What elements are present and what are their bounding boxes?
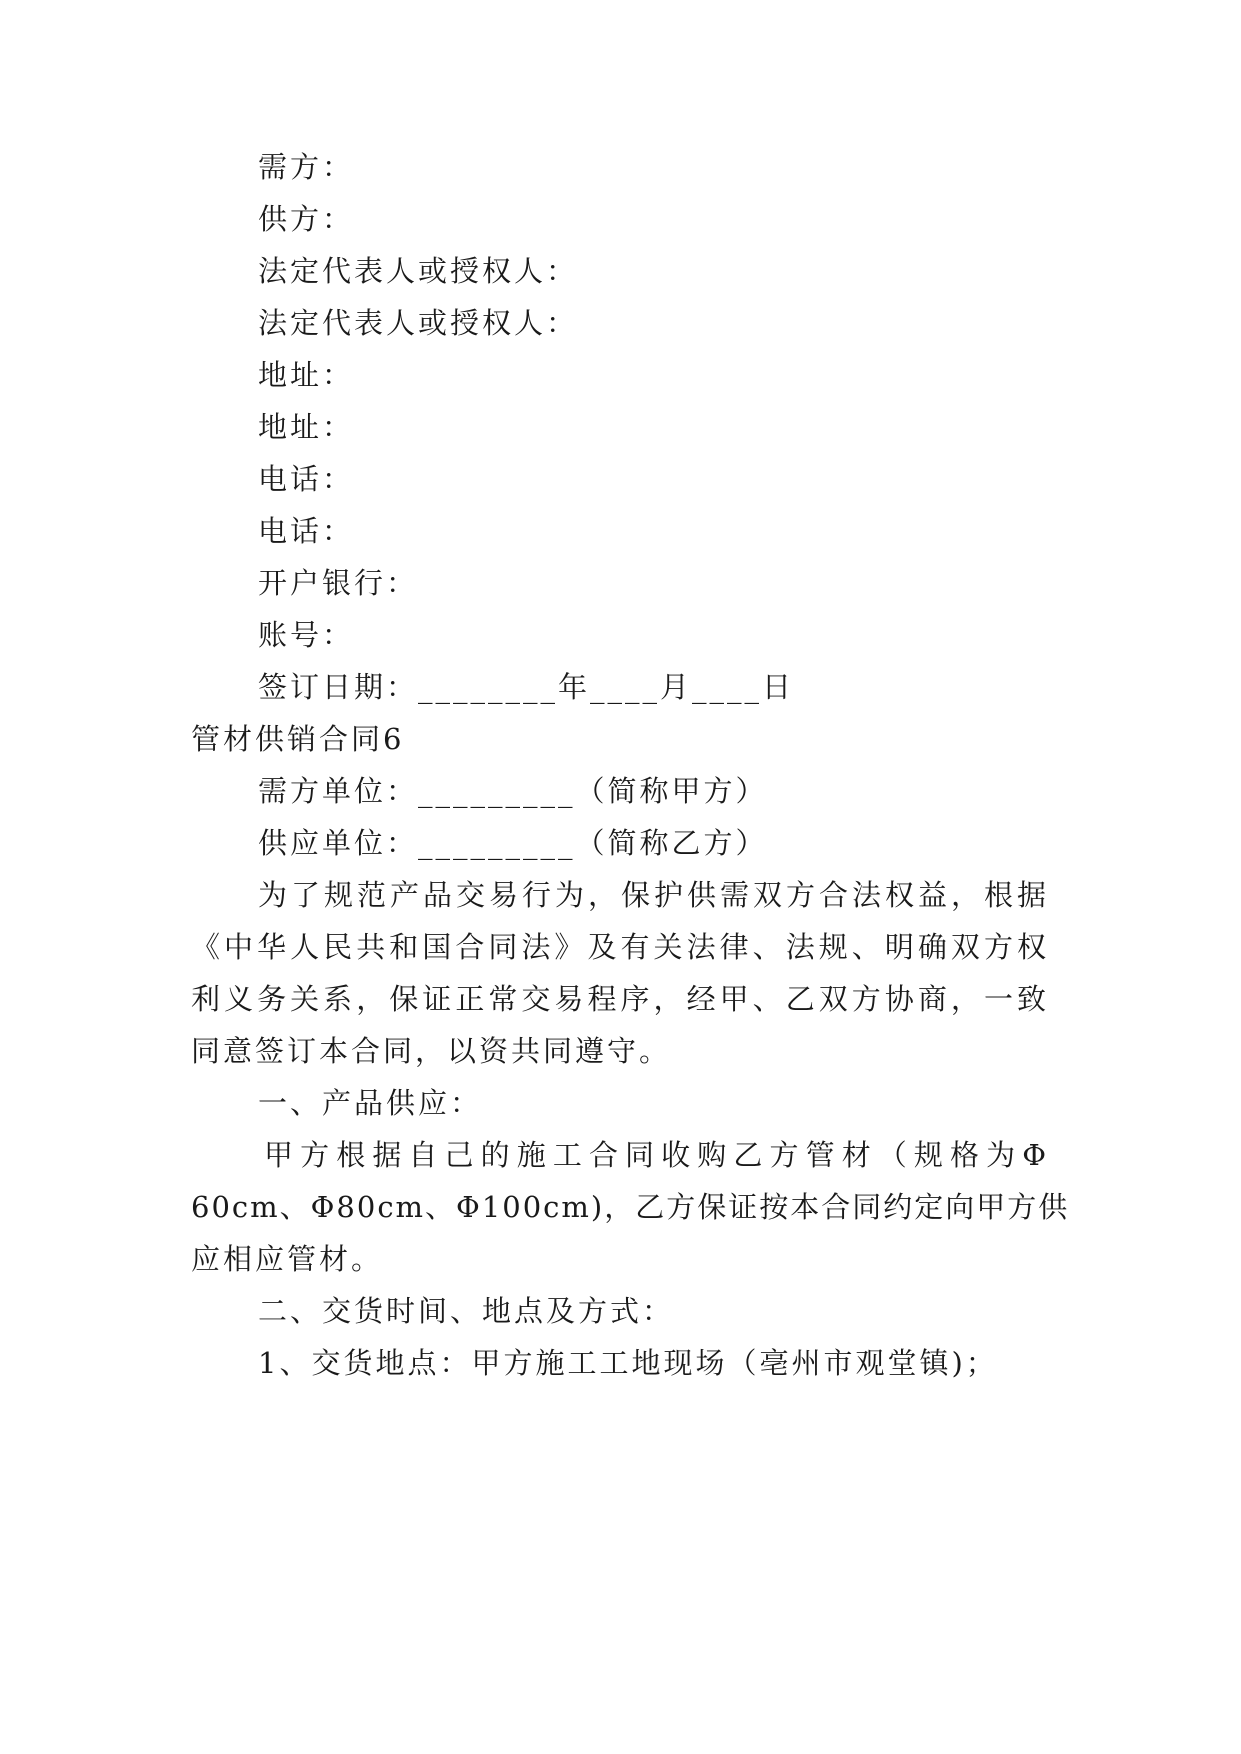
supplier-unit-line: 供应单位：_________（简称乙方）: [258, 826, 768, 860]
address-label-1: 地址：: [258, 358, 355, 392]
sign-date-line: 签订日期：________年____月____日: [258, 670, 795, 704]
buyer-unit-line: 需方单位：_________（简称甲方）: [258, 774, 768, 808]
preamble-line: 同意签订本合同，以资共同遵守。: [191, 1034, 672, 1068]
legal-rep-label-1: 法定代表人或授权人：: [258, 254, 579, 288]
section1-body-line: 甲方根据自己的施工合同收购乙方管材（规格为Φ: [264, 1138, 1048, 1172]
legal-rep-label-2: 法定代表人或授权人：: [258, 306, 579, 340]
phone-label-2: 电话：: [258, 514, 355, 548]
supplier-label: 供方：: [258, 202, 355, 236]
section2-item-1: 1、交货地点：甲方施工工地现场（亳州市观堂镇)；: [258, 1346, 998, 1380]
account-label: 账号：: [258, 618, 355, 652]
section1-body-line: 应相应管材。: [191, 1242, 384, 1276]
section1-heading: 一、产品供应：: [258, 1086, 483, 1120]
section1-body-line: 60cm、Φ80cm、Φ100cm)，乙方保证按本合同约定向甲方供: [191, 1190, 1070, 1224]
bank-label: 开户银行：: [258, 566, 419, 600]
contract-title: 管材供销合同6: [191, 722, 405, 756]
preamble-line: 利义务关系，保证正常交易程序，经甲、乙双方协商，一致: [191, 982, 1048, 1016]
preamble-line: 《中华人民共和国合同法》及有关法律、法规、明确双方权: [191, 930, 1048, 964]
buyer-label: 需方：: [258, 150, 355, 184]
phone-label-1: 电话：: [258, 462, 355, 496]
preamble-line: 为了规范产品交易行为，保护供需双方合法权益，根据: [258, 878, 1048, 912]
section2-heading: 二、交货时间、地点及方式：: [258, 1294, 675, 1328]
address-label-2: 地址：: [258, 410, 355, 444]
